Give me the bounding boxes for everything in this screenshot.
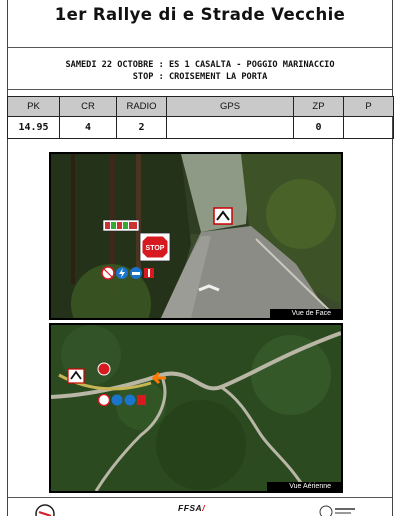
aerial-view-caption: Vue Aérienne [267, 482, 341, 491]
value-p [344, 117, 394, 139]
ffsa-logo [178, 503, 205, 513]
control-table-header-row [8, 97, 394, 117]
aerial-warning-icon [68, 369, 84, 383]
value-pk: 14.95 [8, 117, 60, 139]
bolt-icon [116, 267, 128, 279]
header-gps: GPS [167, 97, 294, 117]
header-pk: PK [8, 97, 60, 117]
header-cr: CR [60, 97, 117, 117]
direction-arrow-icon [154, 373, 166, 383]
aerial-safety-icon [137, 395, 146, 405]
car-icon [130, 267, 142, 279]
stage-divider [8, 89, 392, 90]
value-cr: 4 [60, 117, 117, 139]
header-radio: RADIO [117, 97, 167, 117]
ffsa-logo-text: FFSA [178, 503, 203, 513]
aerial-car-icon [125, 395, 136, 406]
front-view-photo [49, 152, 343, 320]
control-table [7, 96, 394, 139]
front-view-overlay-icons [51, 154, 341, 318]
stage-description [0, 59, 400, 83]
safety-equipment-icon [144, 268, 154, 278]
stop-sign-text: STOP [145, 245, 165, 252]
aerial-stop-icon [98, 363, 110, 375]
value-gps [167, 117, 294, 139]
aerial-no-spectators-icon [99, 395, 110, 406]
ligue-corse-logo-icon [318, 502, 358, 516]
rally-title: 1er Rallye di e Strade Vecchie [54, 5, 346, 24]
control-table-value-row [8, 117, 394, 139]
roadbook-symbol-strip-icon [103, 220, 139, 231]
aerial-view-overlay-icons [51, 325, 341, 491]
title-divider [8, 47, 392, 48]
aerial-view-photo [49, 323, 343, 493]
footer-divider [8, 497, 392, 498]
corner-warning-icon [214, 208, 232, 224]
ffsa-logo-accent: / [202, 503, 206, 513]
stage-line-1: SAMEDI 22 OCTOBRE : ES 1 CASALTA - POGGIO MARINACCIO [65, 60, 335, 70]
no-spectators-icon [102, 267, 114, 279]
header-p: P [344, 97, 394, 117]
stage-line-2: STOP : CROISEMENT LA PORTA [132, 72, 268, 82]
value-radio: 2 [117, 117, 167, 139]
header-zp: ZP [294, 97, 344, 117]
footer [0, 500, 400, 516]
aerial-bolt-icon [112, 395, 123, 406]
value-zp: 0 [294, 117, 344, 139]
club-logo-icon [32, 502, 58, 516]
front-view-caption: Vue de Face [270, 309, 341, 318]
stop-sign-icon [140, 233, 170, 261]
